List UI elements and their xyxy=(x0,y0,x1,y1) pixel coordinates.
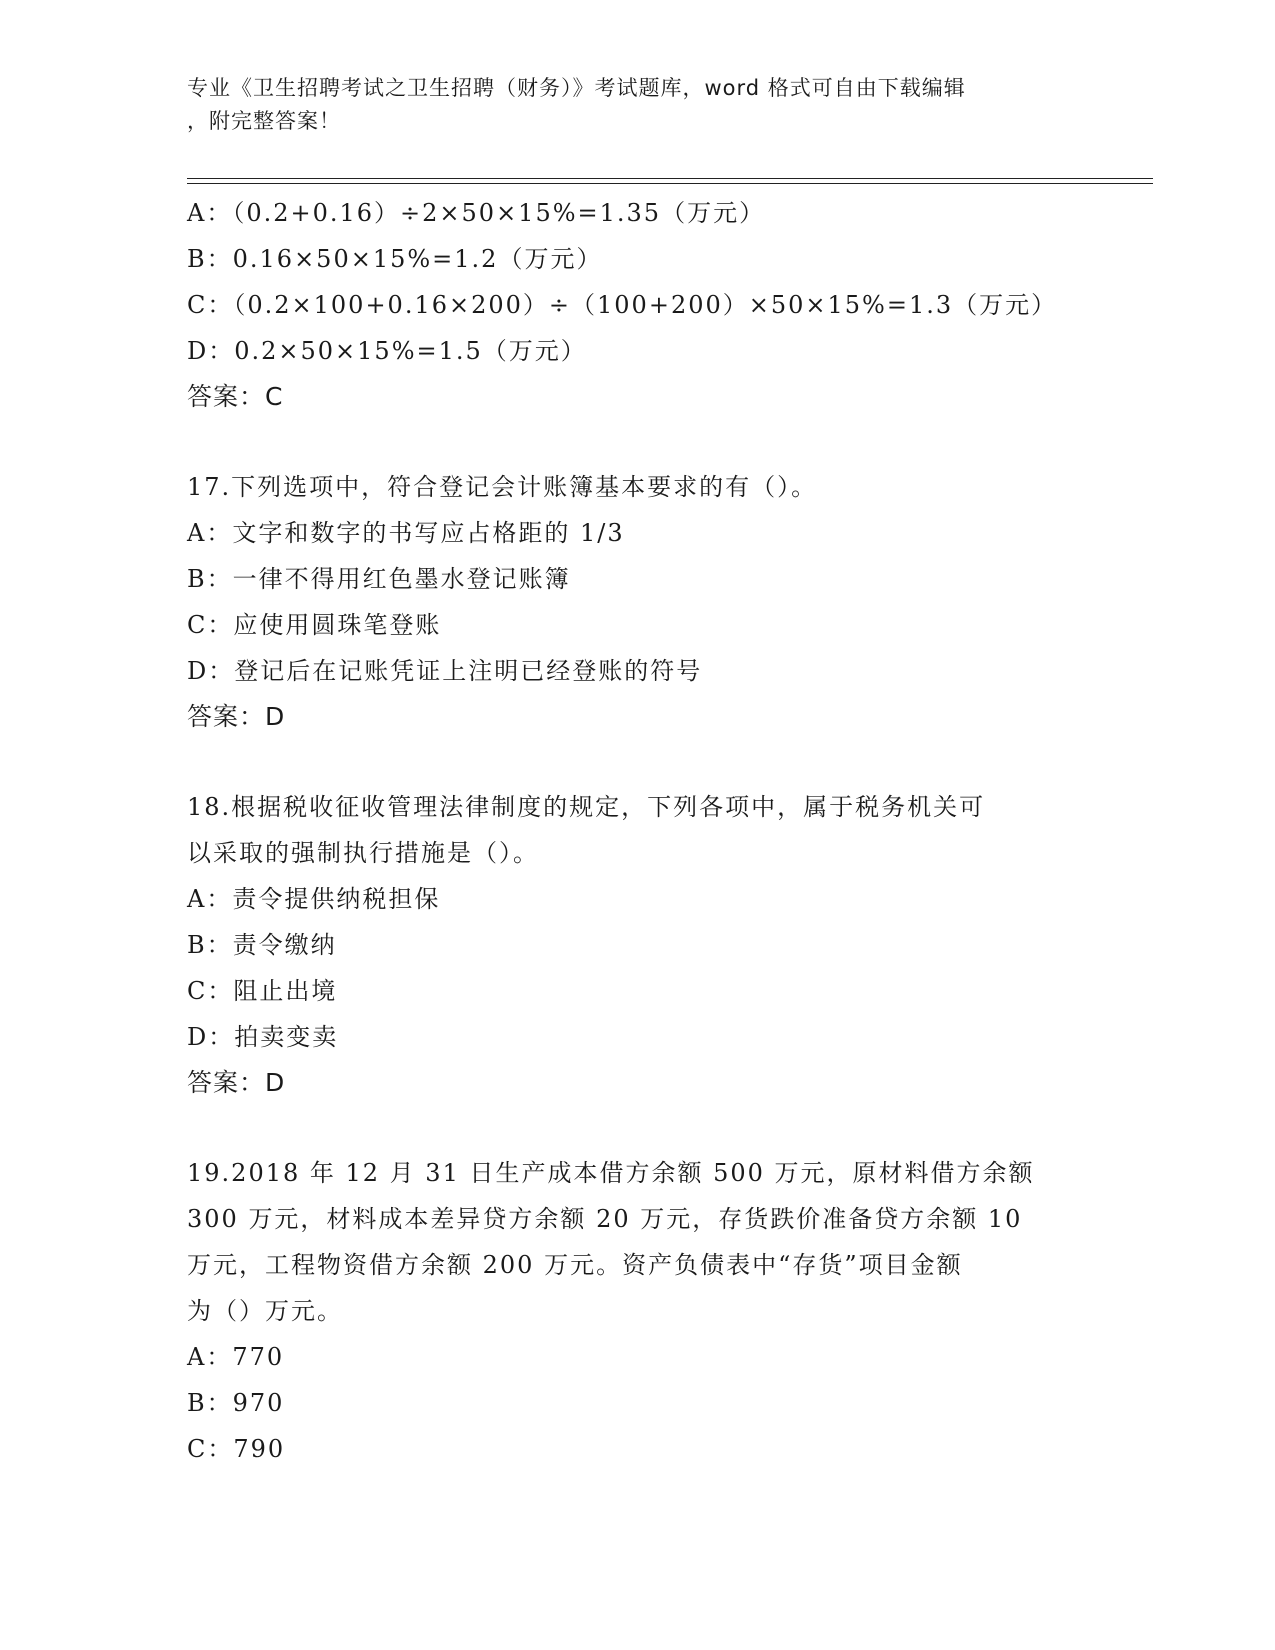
question-list xyxy=(187,190,1087,1472)
header-title-line-1: 专业《卫生招聘考试之卫生招聘（财务）》考试题库，word 格式可自由下载编辑 xyxy=(187,76,966,100)
question-16 xyxy=(187,190,1087,420)
q19-stem-line-1: 19.2018 年 12 月 31 日生产成本借方余额 500 万元，原材料借方余额 xyxy=(187,1159,1035,1187)
q18-stem-line-1: 18.根据税收征收管理法律制度的规定，下列各项中，属于税务机关可 xyxy=(187,793,986,821)
document-header xyxy=(187,72,1087,138)
q17-option-c: C：应使用圆珠笔登账 xyxy=(187,611,442,639)
header-title-line-2: ，附完整答案！ xyxy=(187,109,341,133)
spacer xyxy=(187,740,1087,784)
q19-option-a: A：770 xyxy=(187,1343,285,1371)
question-18 xyxy=(187,784,1087,1106)
q17-option-b: B：一律不得用红色墨水登记账簿 xyxy=(187,565,571,593)
q17-option-d: D：登记后在记账凭证上注明已经登账的符号 xyxy=(187,657,703,685)
q19-option-b: B：970 xyxy=(187,1389,285,1417)
q16-answer: 答案：C xyxy=(187,382,284,411)
question-17 xyxy=(187,464,1087,740)
spacer xyxy=(187,1106,1087,1150)
q19-option-c: C：790 xyxy=(187,1435,286,1463)
q19-stem-line-4: 为（）万元。 xyxy=(187,1297,343,1325)
header-divider-bottom xyxy=(187,183,1153,184)
q18-option-b: B：责令缴纳 xyxy=(187,931,337,959)
q16-option-d: D：0.2×50×15%=1.5（万元） xyxy=(187,337,587,365)
q16-option-b: B：0.16×50×15%=1.2（万元） xyxy=(187,245,603,273)
q17-answer: 答案：D xyxy=(187,702,286,731)
q16-option-a: A：（0.2+0.16）÷2×50×15%=1.35（万元） xyxy=(187,199,766,227)
q17-stem: 17.下列选项中，符合登记会计账簿基本要求的有（）。 xyxy=(187,473,818,501)
q18-answer: 答案：D xyxy=(187,1068,286,1097)
q18-stem-line-2: 以采取的强制执行措施是（）。 xyxy=(187,839,539,867)
spacer xyxy=(187,420,1087,464)
q18-option-a: A：责令提供纳税担保 xyxy=(187,885,441,913)
q17-option-a: A：文字和数字的书写应占格距的 1/3 xyxy=(187,519,625,547)
q16-option-c: C：（0.2×100+0.16×200）÷（100+200）×50×15%=1.3（万元） xyxy=(187,291,1058,319)
q19-stem-line-2: 300 万元，材料成本差异贷方余额 20 万元，存货跌价准备贷方余额 10 xyxy=(187,1205,1023,1233)
q19-stem-line-3: 万元，工程物资借方余额 200 万元。资产负债表中“存货”项目金额 xyxy=(187,1251,963,1279)
q18-option-c: C：阻止出境 xyxy=(187,977,338,1005)
q18-option-d: D：拍卖变卖 xyxy=(187,1023,339,1051)
question-19 xyxy=(187,1150,1087,1472)
header-divider-top xyxy=(187,178,1153,179)
